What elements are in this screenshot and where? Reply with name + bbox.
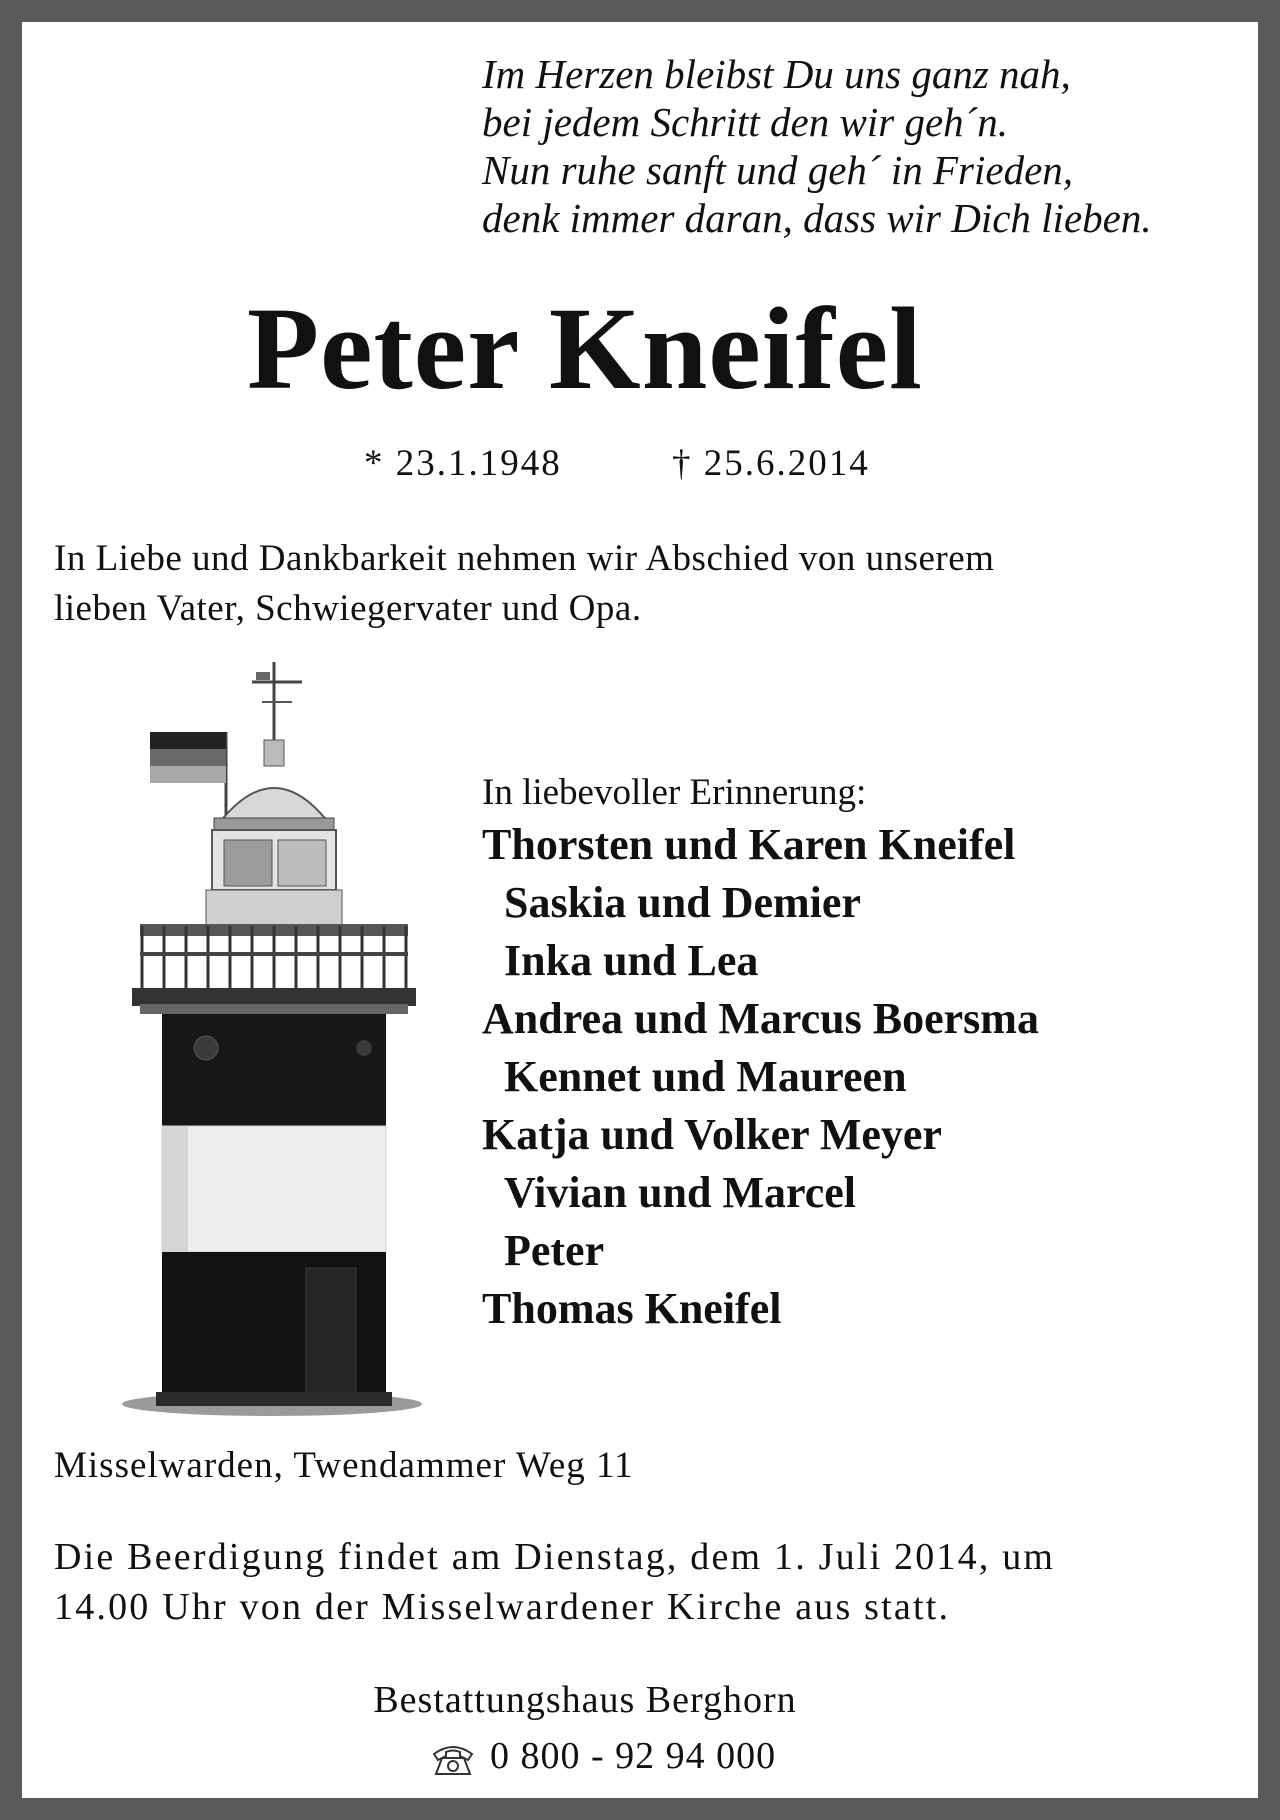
mourner-name: Inka und Lea <box>504 936 759 985</box>
mourner-name: Katja und Volker Meyer <box>482 1110 942 1159</box>
lighthouse-icon <box>102 662 442 1422</box>
deceased-name: Peter Kneifel <box>247 283 923 414</box>
undertaker-name: Bestattungshaus Berghorn <box>373 1679 797 1721</box>
verse-line: Im Herzen bleibst Du uns ganz nah, <box>482 51 1071 97</box>
undertaker-phone[interactable] <box>430 1734 776 1778</box>
funeral-line: Die Beerdigung findet am Dienstag, dem 1. Juli 2014, um <box>54 1536 1056 1578</box>
mourner-name: Thorsten und Karen Kneifel <box>482 820 1016 869</box>
mourner-name: Andrea und Marcus Boersma <box>482 994 1039 1043</box>
farewell-line: In Liebe und Dankbarkeit nehmen wir Abschied von unserem <box>54 538 995 579</box>
family-address: Misselwarden, Twendammer Weg 11 <box>54 1445 634 1486</box>
verse-line: Nun ruhe sanft und geh´ in Frieden, <box>482 147 1074 193</box>
farewell-text <box>54 534 1234 634</box>
mourner-name: Vivian und Marcel <box>504 1168 857 1217</box>
funeral-line: 14.00 Uhr von der Misselwardener Kirche aus statt. <box>54 1586 951 1628</box>
memorial-verse <box>482 50 1152 242</box>
verse-line: denk immer daran, dass wir Dich lieben. <box>482 195 1152 241</box>
farewell-line: lieben Vater, Schwiegervater und Opa. <box>54 588 642 629</box>
telephone-icon <box>430 1742 476 1776</box>
mourner-name: Peter <box>504 1226 605 1275</box>
mourner-name: Kennet und Maureen <box>504 1052 907 1101</box>
death-date: † 25.6.2014 <box>672 443 870 484</box>
remembrance-heading: In liebevoller Erinnerung: <box>482 772 867 813</box>
phone-number: 0 800 - 92 94 000 <box>490 1735 777 1777</box>
mourner-name: Saskia und Demier <box>504 878 861 927</box>
funeral-notice <box>54 1532 1254 1632</box>
mourners-list <box>482 816 1039 1338</box>
verse-line: bei jedem Schritt den wir geh´n. <box>482 99 1009 145</box>
birth-date: * 23.1.1948 <box>364 443 562 484</box>
mourner-name: Thomas Kneifel <box>482 1284 782 1333</box>
obituary-card <box>22 22 1258 1798</box>
